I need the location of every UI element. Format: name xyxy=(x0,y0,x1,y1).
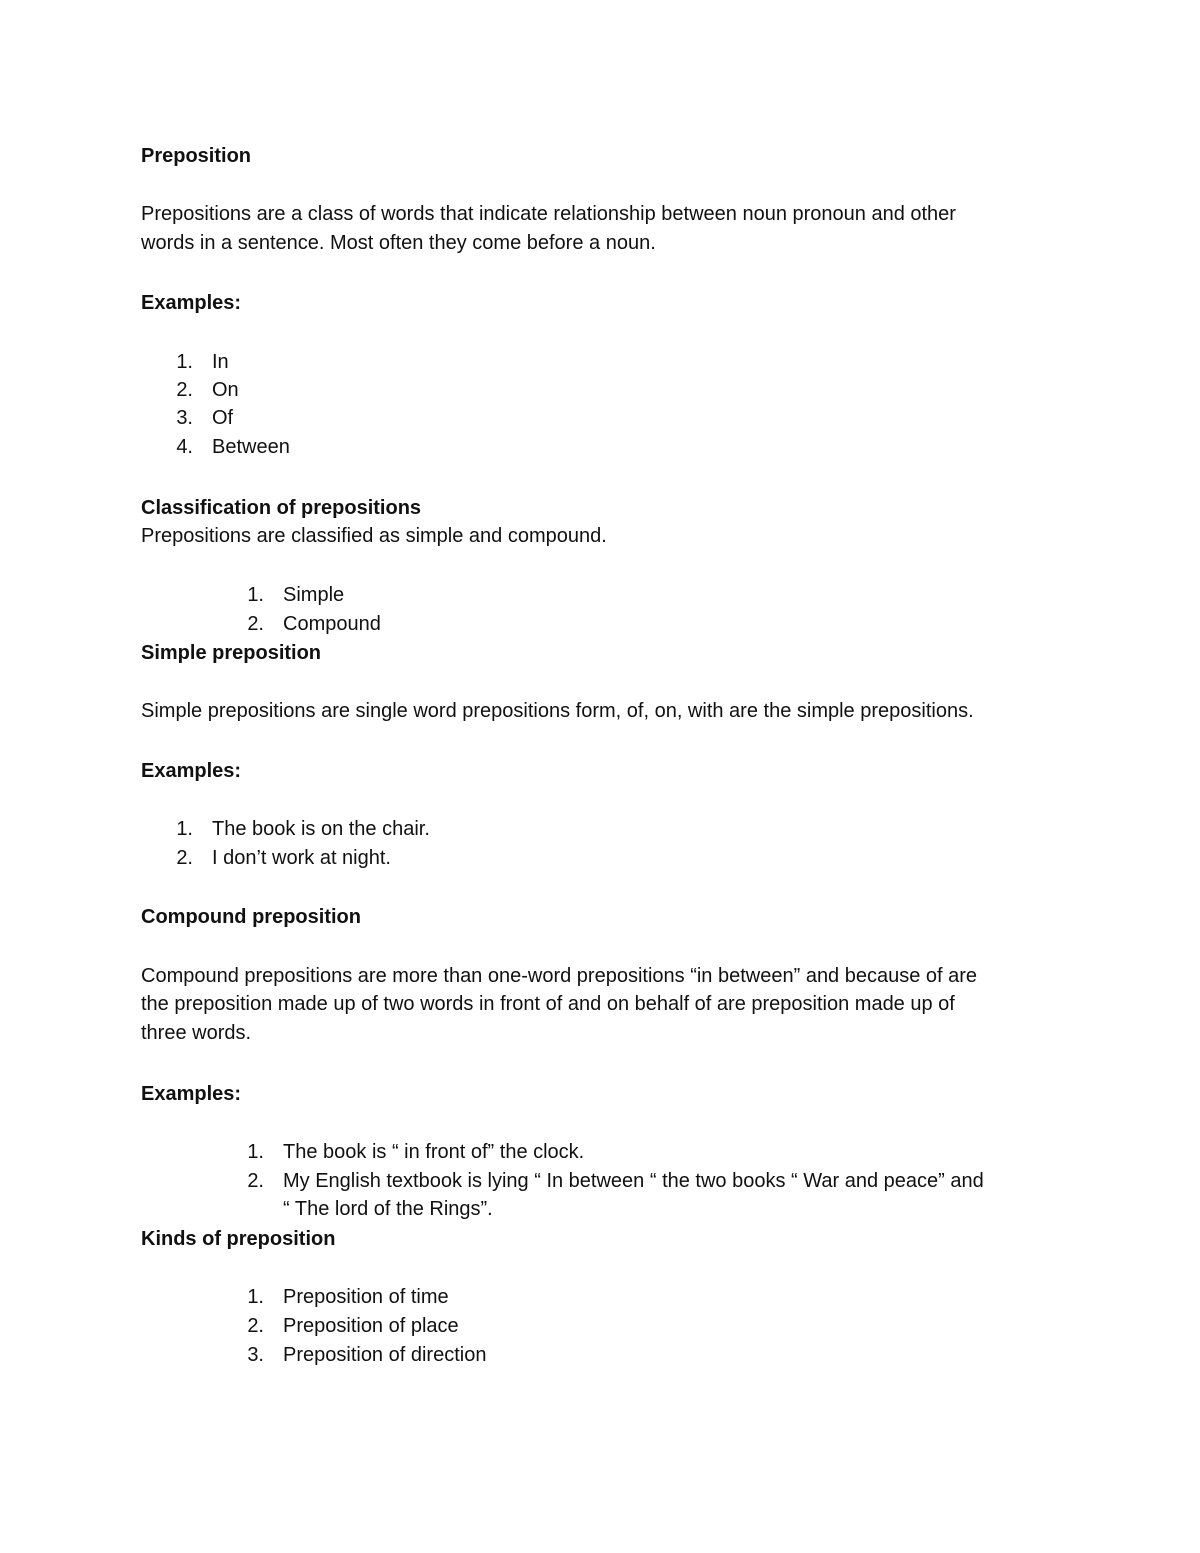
list-number: 2. xyxy=(176,847,193,869)
list-item: Preposition of place xyxy=(283,1315,459,1337)
list-number: 1. xyxy=(176,818,193,840)
intro-line-1: Prepositions are a class of words that indicate relationship between noun pronoun and other xyxy=(141,203,956,225)
list-item: Preposition of time xyxy=(283,1286,449,1308)
compound-line-2: the preposition made up of two words in front of and on behalf of are preposition made up of xyxy=(141,993,955,1015)
list-item-continuation: “ The lord of the Rings”. xyxy=(283,1198,493,1220)
list-item: The book is on the chair. xyxy=(212,818,430,840)
list-item: On xyxy=(212,379,239,401)
list-number: 3. xyxy=(247,1344,264,1366)
list-number: 2. xyxy=(247,613,264,635)
compound-heading: Compound preposition xyxy=(141,906,361,928)
compound-line-3: three words. xyxy=(141,1022,252,1044)
kinds-heading: Kinds of preposition xyxy=(141,1228,336,1250)
list-number: 2. xyxy=(176,379,193,401)
list-number: 4. xyxy=(176,436,193,458)
classification-text: Prepositions are classified as simple and compound. xyxy=(141,525,607,547)
list-item: Between xyxy=(212,436,290,458)
list-number: 3. xyxy=(176,407,193,429)
list-number: 2. xyxy=(247,1170,264,1192)
list-item: In xyxy=(212,351,229,373)
list-number: 1. xyxy=(247,1286,264,1308)
list-item: The book is “ in front of” the clock. xyxy=(283,1141,585,1163)
list-item: Simple xyxy=(283,584,345,606)
list-number: 1. xyxy=(247,1141,264,1163)
examples-heading-2: Examples: xyxy=(141,760,242,782)
examples-heading-1: Examples: xyxy=(141,292,242,314)
simple-heading: Simple preposition xyxy=(141,642,322,664)
simple-text: Simple prepositions are single word prepositions form, of, on, with are the simple prepositions. xyxy=(141,700,974,722)
examples-heading-3: Examples: xyxy=(141,1083,242,1105)
document-title: Preposition xyxy=(141,145,252,167)
list-number: 2. xyxy=(247,1315,264,1337)
list-item: Compound xyxy=(283,613,381,635)
classification-heading: Classification of prepositions xyxy=(141,497,422,519)
compound-line-1: Compound prepositions are more than one-word prepositions “in between” and because of are xyxy=(141,965,978,987)
list-item: Preposition of direction xyxy=(283,1344,487,1366)
list-item: Of xyxy=(212,407,234,429)
intro-line-2: words in a sentence. Most often they come before a noun. xyxy=(141,232,656,254)
list-number: 1. xyxy=(247,584,264,606)
list-item: I don’t work at night. xyxy=(212,847,391,869)
list-item: My English textbook is lying “ In between “ the two books “ War and peace” and xyxy=(283,1170,984,1192)
list-number: 1. xyxy=(176,351,193,373)
